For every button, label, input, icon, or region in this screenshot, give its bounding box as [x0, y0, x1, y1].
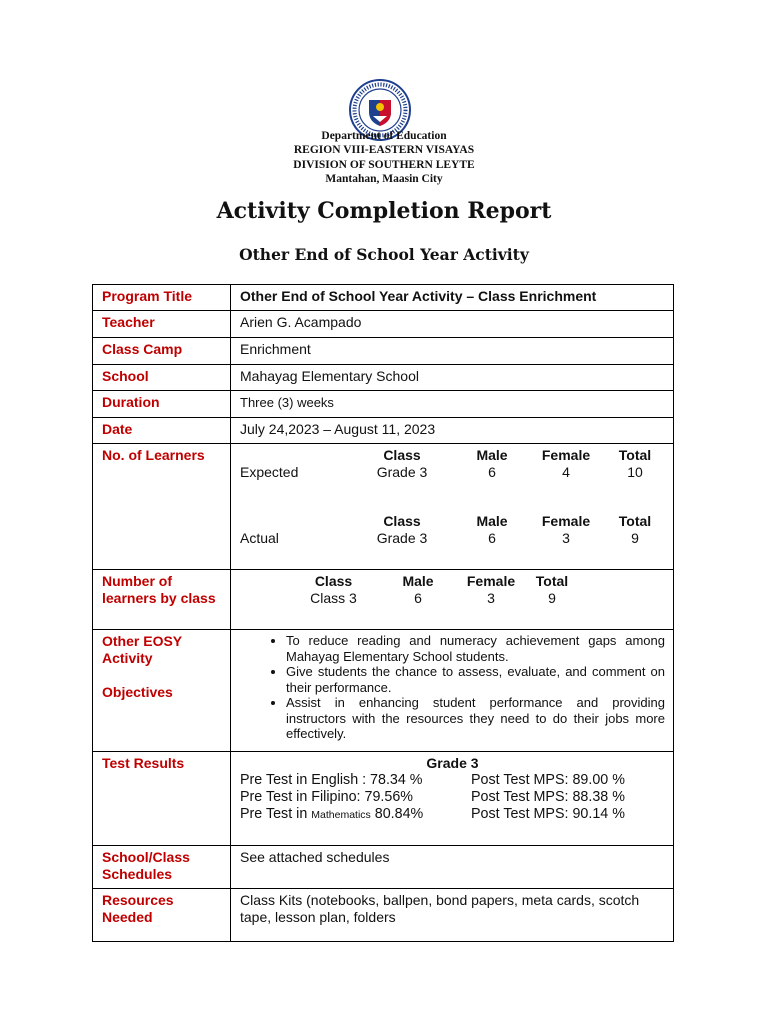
- row-class-camp: [93, 338, 674, 365]
- expected-label: Expected: [240, 464, 299, 480]
- label-test-results: Test Results: [93, 752, 231, 846]
- value-teacher: Arien G. Acampado: [231, 311, 674, 338]
- header-total: Total: [618, 447, 652, 463]
- label-other-eosy-activity: Other EOSY Activity: [102, 633, 182, 666]
- english-pre-test: Pre Test in English : 78.34 %: [240, 772, 423, 788]
- math-post-test: Post Test MPS: 90.14 %: [471, 806, 625, 822]
- header-line-department: Department of Education: [321, 130, 447, 142]
- value-schedules: See attached schedules: [231, 846, 674, 889]
- math-subject: Mathematics: [311, 809, 371, 821]
- header-total: Total: [618, 513, 652, 529]
- by-class-female: 3: [487, 590, 495, 606]
- objective-item: • Give students the chance to assess, evaluate, and comment on their performance.: [286, 664, 665, 695]
- value-resources: Class Kits (notebooks, ballpen, bond papers, meta cards, scotch tape, lesson plan, folders: [231, 889, 674, 942]
- header-line-region: REGION VIII-EASTERN VISAYAS: [293, 144, 475, 157]
- objective-item: • To reduce reading and numeracy achievement gaps among Mahayag Elementary School students.: [286, 633, 665, 664]
- header-line-address: Mantahan, Maasin City: [325, 172, 443, 185]
- label-schedules: School/Class Schedules: [93, 846, 231, 889]
- header-female: Female: [466, 573, 516, 589]
- objectives-list: [240, 633, 665, 742]
- expected-female: 4: [562, 464, 570, 480]
- by-class-total: 9: [548, 590, 556, 606]
- row-teacher: [93, 311, 674, 338]
- actual-total: 9: [631, 530, 639, 546]
- expected-male: 6: [488, 464, 496, 480]
- report-title: Activity Completion Report: [216, 198, 552, 224]
- actual-female: 3: [562, 530, 570, 546]
- label-class-camp: Class Camp: [93, 338, 231, 365]
- row-test-results: [93, 752, 674, 846]
- header-line-division: DIVISION OF SOUTHERN LEYTE: [293, 158, 475, 171]
- value-class-camp: Enrichment: [231, 338, 674, 365]
- objective-item: • Assist in enhancing student performance and providing instructors with the resources they need to do their jobs more effectively.: [286, 695, 665, 742]
- row-objectives: [93, 630, 674, 752]
- row-no-of-learners: [93, 444, 674, 570]
- row-schedules: [93, 846, 674, 889]
- learners-by-class-table: [240, 573, 665, 607]
- learners-actual-table: [240, 513, 665, 547]
- expected-total: 10: [627, 464, 643, 480]
- test-results-english: [240, 772, 665, 789]
- learners-expected-table: [240, 447, 665, 481]
- value-school: Mahayag Elementary School: [231, 365, 674, 391]
- label-teacher: Teacher: [93, 311, 231, 338]
- agency-header: [0, 129, 768, 186]
- header-class: Class: [314, 573, 353, 589]
- label-program-title: Program Title: [93, 285, 231, 311]
- label-no-of-learners: No. of Learners: [93, 444, 231, 570]
- header-class: Class: [383, 513, 421, 529]
- header-male: Male: [476, 447, 508, 463]
- value-no-of-learners: [231, 444, 674, 570]
- row-learners-by-class: [93, 570, 674, 630]
- header-total: Total: [535, 573, 569, 589]
- value-duration: Three (3) weeks: [231, 391, 674, 418]
- value-objectives: [231, 630, 674, 752]
- math-pre-test: Pre Test in Mathematics 80.84%: [240, 806, 424, 822]
- row-school: [93, 365, 674, 391]
- report-subtitle: Other End of School Year Activity: [239, 245, 529, 264]
- value-date: July 24,2023 – August 11, 2023: [231, 418, 674, 444]
- test-results-filipino: [240, 789, 665, 806]
- report-table: [92, 284, 674, 942]
- value-learners-by-class: [231, 570, 674, 630]
- by-class-class: Class 3: [310, 590, 357, 606]
- actual-label: Actual: [240, 530, 279, 546]
- header-female: Female: [541, 513, 591, 529]
- actual-class: Grade 3: [376, 530, 428, 546]
- label-date: Date: [93, 418, 231, 444]
- test-results-math: [240, 806, 665, 824]
- header-class: Class: [383, 447, 421, 463]
- english-post-test: Post Test MPS: 89.00 %: [471, 772, 625, 788]
- label-resources: Resources Needed: [93, 889, 231, 942]
- test-results-grade: Grade 3: [426, 755, 479, 771]
- label-objectives: [93, 630, 231, 752]
- filipino-post-test: Post Test MPS: 88.38 %: [471, 789, 625, 805]
- actual-male: 6: [488, 530, 496, 546]
- header-male: Male: [476, 513, 508, 529]
- label-learners-by-class: Number of learners by class: [93, 570, 231, 630]
- by-class-male: 6: [414, 590, 422, 606]
- header-male: Male: [402, 573, 434, 589]
- label-duration: Duration: [93, 391, 231, 418]
- value-test-results: [231, 752, 674, 846]
- label-objectives-text: Objectives: [102, 684, 173, 700]
- row-duration: [93, 391, 674, 418]
- row-date: [93, 418, 674, 444]
- label-school: School: [93, 365, 231, 391]
- row-resources: [93, 889, 674, 942]
- row-program-title: [93, 285, 674, 311]
- expected-class: Grade 3: [376, 464, 428, 480]
- filipino-pre-test: Pre Test in Filipino: 79.56%: [240, 789, 413, 805]
- value-program-title: Other End of School Year Activity – Class Enrichment: [231, 285, 674, 311]
- header-female: Female: [541, 447, 591, 463]
